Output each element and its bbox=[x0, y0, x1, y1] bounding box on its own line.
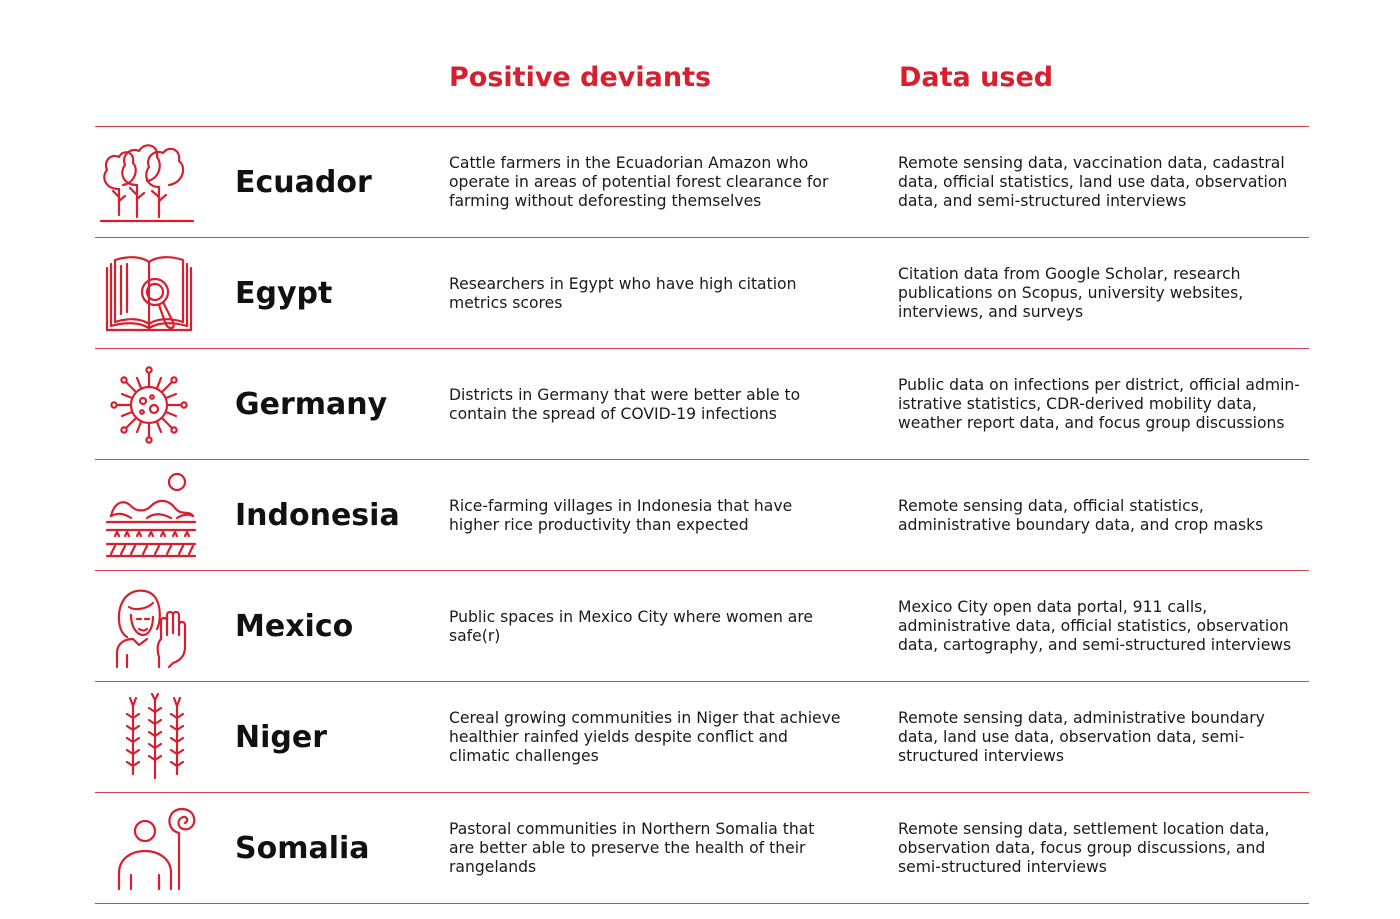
table-row bbox=[95, 570, 1309, 681]
data-used-text: Remote sensing data, settlement location data, observation data, focus group discussions, and semi-structured interviews bbox=[898, 820, 1270, 876]
virus-icon bbox=[97, 359, 201, 451]
book-magnifier-icon bbox=[97, 248, 201, 340]
positive-deviants-text: Cattle farmers in the Ecuadorian Amazon who operate in areas of potential forest clearance for farming without deforesting themselves bbox=[449, 154, 829, 210]
woman-stop-hand-icon bbox=[97, 581, 201, 673]
positive-deviants-text: Public spaces in Mexico City where women are safe(r) bbox=[449, 607, 814, 645]
country-name: Indonesia bbox=[235, 498, 400, 533]
case-study-table bbox=[95, 126, 1309, 904]
column-header-data-used: Data used bbox=[899, 62, 1054, 93]
column-header-positive-deviants: Positive deviants bbox=[449, 62, 712, 93]
country-name: Ecuador bbox=[235, 165, 372, 200]
country-name: Germany bbox=[235, 387, 388, 422]
positive-deviants-text: Cereal growing communities in Niger that achieve healthier rainfed yields despite conflict and climatic challenges bbox=[449, 709, 841, 765]
table-row bbox=[95, 792, 1309, 904]
forest-icon bbox=[97, 137, 201, 229]
shepherd-staff-icon bbox=[97, 803, 201, 895]
table-header bbox=[0, 62, 1400, 102]
data-used-text: Remote sensing data, vaccination data, cadastral data, official statistics, land use data, observation data, and semi-structured interviews bbox=[898, 154, 1288, 210]
country-name: Mexico bbox=[235, 609, 354, 644]
table-row bbox=[95, 681, 1309, 792]
table-row bbox=[95, 459, 1309, 570]
positive-deviants-text: Districts in Germany that were better able to contain the spread of COVID-19 infections bbox=[449, 385, 801, 423]
positive-deviants-text: Pastoral communities in Northern Somalia that are better able to preserve the health of their rangelands bbox=[449, 820, 815, 876]
data-used-text: Citation data from Google Scholar, research publications on Scopus, university websites, interviews, and surveys bbox=[898, 265, 1244, 321]
rice-field-icon bbox=[97, 470, 201, 562]
positive-deviants-text: Researchers in Egypt who have high citation metrics scores bbox=[449, 274, 797, 312]
country-name: Egypt bbox=[235, 276, 333, 311]
wheat-icon bbox=[97, 692, 201, 784]
country-name: Somalia bbox=[235, 831, 370, 866]
data-used-text: Public data on infections per district, official admin-istrative statistics, CDR-derived mobility data, weather report data, and focus group discussions bbox=[898, 376, 1300, 432]
positive-deviants-text: Rice-farming villages in Indonesia that have higher rice productivity than expected bbox=[449, 496, 793, 534]
country-name: Niger bbox=[235, 720, 328, 755]
data-used-text: Mexico City open data portal, 911 calls, administrative data, official statistics, observation data, cartography, and semi-structured interviews bbox=[898, 598, 1292, 654]
data-used-text: Remote sensing data, official statistics, administrative boundary data, and crop masks bbox=[898, 496, 1264, 534]
data-used-text: Remote sensing data, administrative boundary data, land use data, observation data, semi-structured interviews bbox=[898, 709, 1265, 765]
table-row bbox=[95, 126, 1309, 237]
table-row bbox=[95, 348, 1309, 459]
table-row bbox=[95, 237, 1309, 348]
